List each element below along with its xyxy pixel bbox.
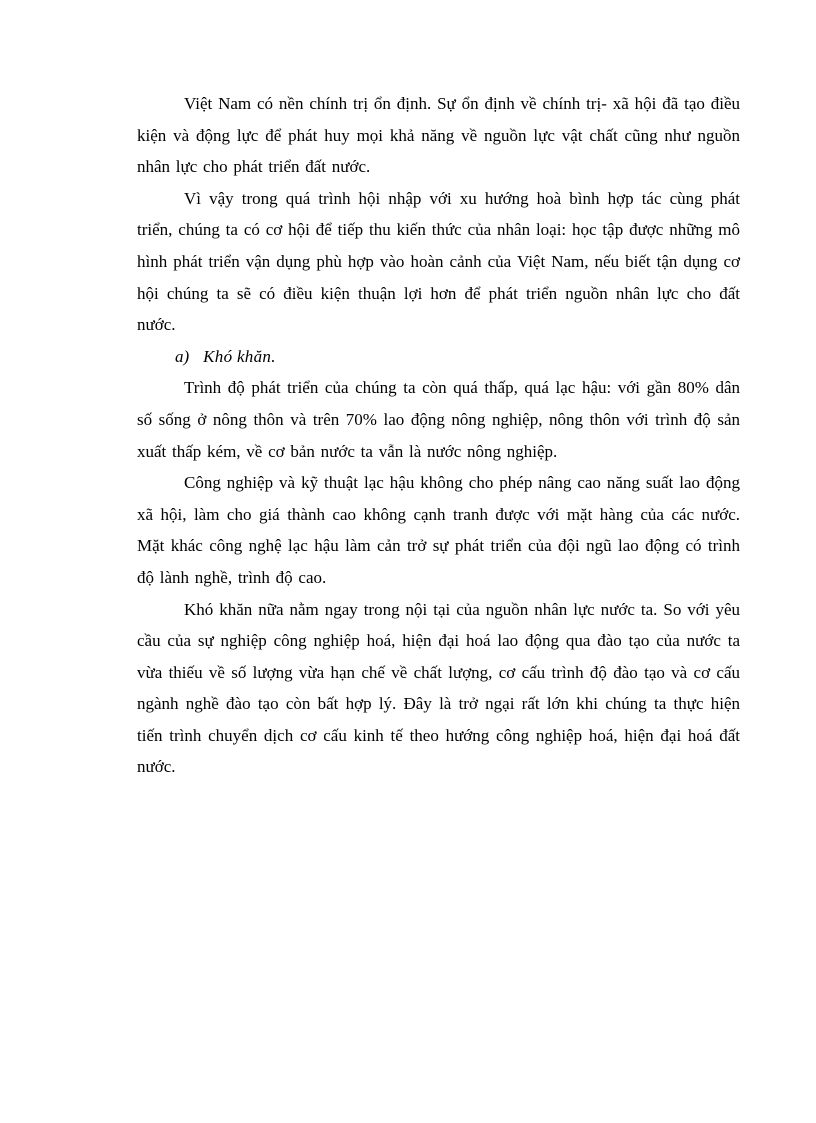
paragraph-integration-opportunity: Vì vậy trong quá trình hội nhập với xu hướng hoà bình hợp tác cùng phát triển, chúng ta có cơ hội để tiếp thu kiến thức của nhân loại: học tập được những mô hình phát triển vận dụng phù hợp vào hoàn cảnh của Việt Nam, nếu biết tận dụng cơ hội chúng ta sẽ có điều kiện thuận lợi hơn để phát triển nguồn nhân lực cho đất nước. — [137, 188, 740, 335]
paragraph-industry-technology: Công nghiệp và kỹ thuật lạc hậu không cho phép nâng cao năng suất lao động xã hội, làm cho giá thành cao không cạnh tranh được với mặt hàng của các nước. Mặt khác công nghệ lạc hậu làm cản trở sự phát triển của đội ngũ lao động có trình độ lành nghề, trình độ cao. — [137, 473, 740, 587]
section-heading-label: a) — [175, 346, 190, 366]
section-heading-kho-khan — [137, 341, 740, 373]
paragraph-political-stability: Việt Nam có nền chính trị ổn định. Sự ổn định về chính trị- xã hội đã tạo điều kiện và động lực để phát huy mọi khả năng về nguồn lực vật chất cũng như nguồn nhân lực cho phát triển đất nước. — [137, 94, 740, 177]
document-content — [137, 88, 740, 783]
paragraph-development-level: Trình độ phát triển của chúng ta còn quá thấp, quá lạc hậu: với gần 80% dân số sống ở nông thôn và trên 70% lao động nông nghiệp, nông thôn với trình độ sản xuất thấp kém, về cơ bản nước ta vẫn là nước nông nghiệp. — [137, 378, 740, 461]
section-heading-text: Khó khăn. — [203, 346, 276, 366]
paragraph-human-resource-difficulty: Khó khăn nữa nằm ngay trong nội tại của nguồn nhân lực nước ta. So với yêu cầu của sự nghiệp công nghiệp hoá, hiện đại hoá lao động qua đào tạo của nước ta vừa thiếu về số lượng vừa hạn chế về chất lượng, cơ cấu trình độ đào tạo và cơ cấu ngành nghề đào tạo còn bất hợp lý. Đây là trở ngại rất lớn khi chúng ta thực hiện tiến trình chuyển dịch cơ cấu kinh tế theo hướng công nghiệp hoá, hiện đại hoá đất nước. — [137, 599, 740, 777]
